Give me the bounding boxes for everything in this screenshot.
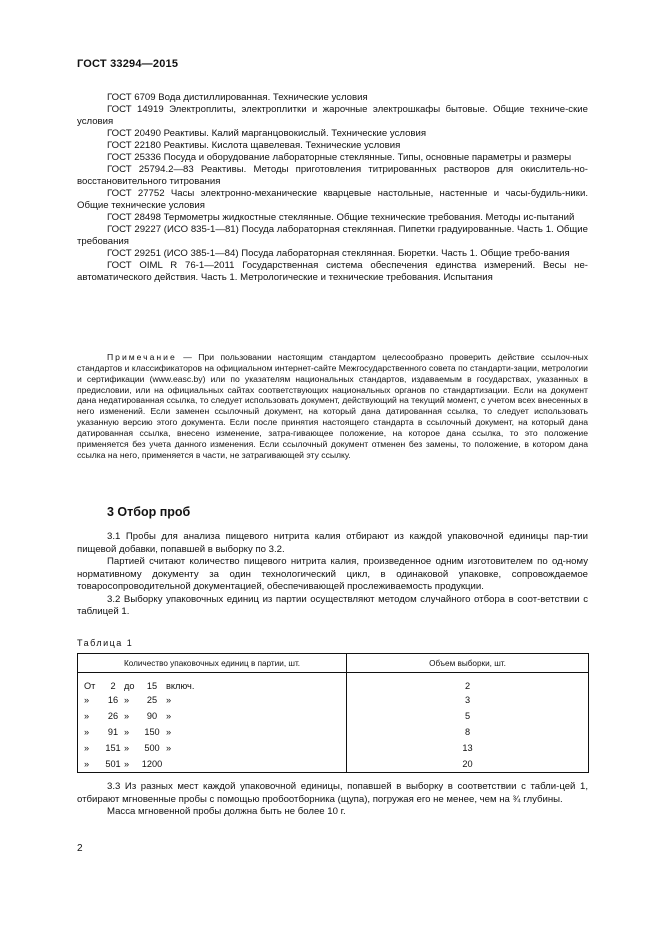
page-number: 2 bbox=[77, 843, 83, 854]
range-b: » bbox=[124, 743, 130, 753]
lot-size-range bbox=[78, 756, 347, 773]
reference-item: ГОСТ 6709 Вода дистиллированная. Технические условия bbox=[107, 92, 368, 103]
standard-header: ГОСТ 33294—2015 bbox=[77, 58, 179, 70]
section-title: 3 Отбор проб bbox=[107, 505, 191, 519]
range-from: 2 bbox=[110, 681, 116, 691]
references-note bbox=[77, 352, 588, 460]
sample-size-value: 20 bbox=[347, 756, 589, 773]
reference-item: ГОСТ 27752 Часы электронно-механические кварцевые настольные, настенные и часы-будиль-ники. Общие технические условия bbox=[77, 188, 588, 211]
reference-item: ГОСТ 28498 Термометры жидкостные стеклянные. Общие технические требования. Методы ис-пытаний bbox=[107, 212, 575, 223]
note-label: Примечание bbox=[107, 352, 177, 362]
normative-references bbox=[77, 92, 588, 284]
range-b: до bbox=[124, 681, 135, 691]
table-row bbox=[78, 740, 589, 756]
reference-item: ГОСТ 14919 Электроплиты, электроплитки и жарочные электрошкафы бытовые. Общие техниче-ские условия bbox=[77, 104, 588, 127]
range-b: » bbox=[124, 711, 130, 721]
range-from: 151 bbox=[105, 743, 121, 753]
range-to: 25 bbox=[146, 695, 158, 705]
range-from: 501 bbox=[105, 759, 121, 769]
range-suffix: » bbox=[166, 727, 172, 737]
table-row bbox=[78, 673, 589, 693]
sample-size-value: 8 bbox=[347, 724, 589, 740]
range-from: 16 bbox=[107, 695, 119, 705]
range-from: 91 bbox=[107, 727, 119, 737]
range-a: » bbox=[84, 759, 90, 769]
range-to: 15 bbox=[146, 681, 158, 691]
paragraph: Масса мгновенной пробы должна быть не более 10 г. bbox=[107, 806, 346, 817]
range-suffix: включ. bbox=[166, 681, 195, 691]
sample-size-value: 13 bbox=[347, 740, 589, 756]
range-a: От bbox=[84, 681, 96, 691]
table-row bbox=[78, 708, 589, 724]
lot-size-range bbox=[78, 692, 347, 708]
table-row bbox=[78, 756, 589, 773]
table-caption: Таблица 1 bbox=[77, 638, 134, 648]
sample-size-value: 3 bbox=[347, 692, 589, 708]
range-a: » bbox=[84, 727, 90, 737]
reference-item: ГОСТ OIML R 76-1—2011 Государственная система обеспечения единства измерений. Весы не-автоматического действия. Часть 1. Метрологические и технические требования. Испытания bbox=[77, 260, 588, 283]
paragraph: Партией считают количество пищевого нитрита калия, произведенное одним изготовителем по од-ному нормативному документу за один технологический цикл, в одинаковой упаковке, сопровождаемое товаросопроводительной документацией, обеспечивающей прослеживаемость продукции. bbox=[77, 556, 588, 592]
section-body-continued bbox=[77, 781, 588, 819]
table-header-sample-size: Объем выборки, шт. bbox=[347, 654, 589, 673]
range-suffix: » bbox=[166, 743, 172, 753]
range-a: » bbox=[84, 695, 90, 705]
range-to: 1200 bbox=[141, 759, 163, 769]
reference-item: ГОСТ 25794.2—83 Реактивы. Методы приготовления титрированных растворов для окислитель-но-восстановительного титрования bbox=[77, 164, 588, 187]
lot-size-range bbox=[78, 708, 347, 724]
paragraph: 3.2 Выборку упаковочных единиц из партии осуществляют методом случайного отбора в соот-ветствии с таблицей 1. bbox=[77, 593, 588, 617]
table-row bbox=[78, 692, 589, 708]
range-to: 90 bbox=[146, 711, 158, 721]
range-a: » bbox=[84, 743, 90, 753]
sampling-table bbox=[77, 653, 589, 773]
table-header-lot-size: Количество упаковочных единиц в партии, шт. bbox=[78, 654, 347, 673]
paragraph: 3.1 Пробы для анализа пищевого нитрита калия отбирают из каждой упаковочной единицы пар-тии пищевой добавки, попавшей в выборку по 3.2. bbox=[77, 531, 588, 555]
range-suffix: » bbox=[166, 695, 172, 705]
paragraph: 3.3 Из разных мест каждой упаковочной единицы, попавшей в выборку в соответствии с табли-цей 1, отбирают мгновенные пробы с помощью пробоотборника (щупа), погружая его не менее, чем на ¾ глубины. bbox=[77, 781, 588, 805]
reference-item: ГОСТ 20490 Реактивы. Калий марганцовокислый. Технические условия bbox=[107, 128, 427, 139]
range-to: 500 bbox=[144, 743, 160, 753]
section-body bbox=[77, 531, 588, 619]
reference-item: ГОСТ 29251 (ИСО 385-1—84) Посуда лабораторная стеклянная. Бюретки. Часть 1. Общие требо-вания bbox=[107, 248, 570, 259]
sample-size-value: 5 bbox=[347, 708, 589, 724]
lot-size-range bbox=[78, 673, 347, 693]
range-suffix: » bbox=[166, 711, 172, 721]
reference-item: ГОСТ 22180 Реактивы. Кислота щавелевая. Технические условия bbox=[107, 140, 401, 151]
range-to: 150 bbox=[144, 727, 160, 737]
reference-item: ГОСТ 25336 Посуда и оборудование лабораторные стеклянные. Типы, основные параметры и размеры bbox=[107, 152, 572, 163]
table-row bbox=[78, 724, 589, 740]
lot-size-range bbox=[78, 724, 347, 740]
reference-item: ГОСТ 29227 (ИСО 835-1—81) Посуда лабораторная стеклянная. Пипетки градуированные. Часть 1. Общие требования bbox=[77, 224, 588, 247]
sample-size-value: 2 bbox=[347, 673, 589, 693]
range-from: 26 bbox=[107, 711, 119, 721]
note-text: — При пользовании настоящим стандартом целесообразно проверить действие ссылоч-ных стандартов и классификаторов на официальном интернет-сайте Межгосударственного совета по стандарти-зации, метрологии и сертификации (www.easc.by) или по указателям национальных стандартов, издаваемым в государствах, указанных в предисловии, или на официальных сайтах соответствующих национальных органов по стандартизации. Если на документ дана недатированная ссылка, то следует использовать документ, действующий на текущий момент, с учетом всех внесенных в него изменений. Если заменен ссылочный документ, на который дана датированная ссылка, то следует использовать указанную версию этого документа. Если после принятия настоящего стандарта в ссылочный документ, на который дана датированная ссылка, внесено изменение, затра-гивающее положение, на которое дана ссылка, то это положение применяется без учета данного изменения. Если ссылочный документ отменен без замены, то положение, в котором дана ссылка на него, применяется в части, не затрагивающей эту ссылку. bbox=[77, 352, 588, 460]
range-a: » bbox=[84, 711, 90, 721]
range-b: » bbox=[124, 695, 130, 705]
range-b: » bbox=[124, 759, 130, 769]
lot-size-range bbox=[78, 740, 347, 756]
range-b: » bbox=[124, 727, 130, 737]
